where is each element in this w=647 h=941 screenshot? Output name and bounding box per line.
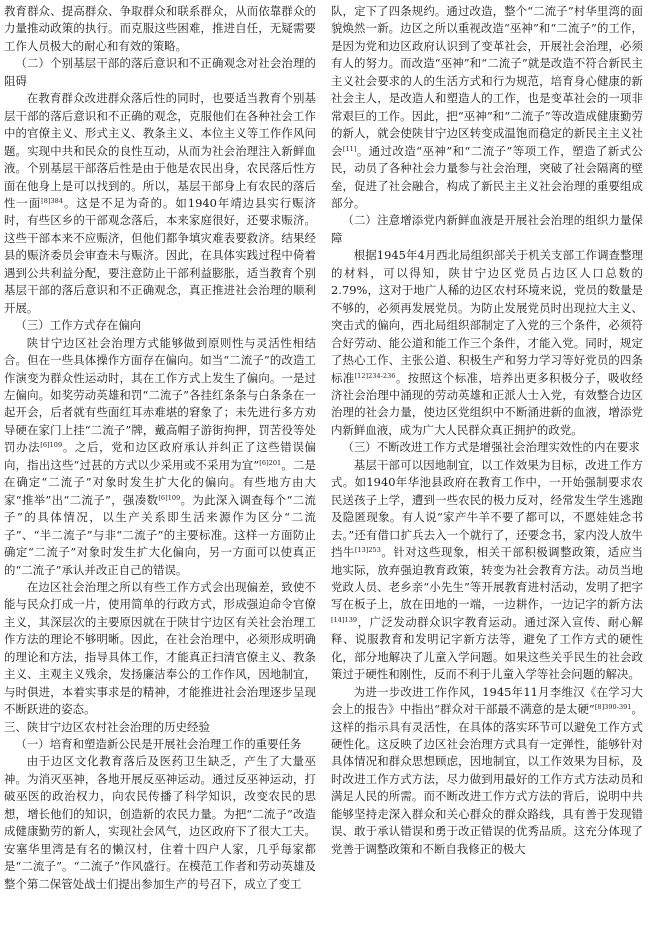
section-heading: 三、陕甘宁边区农村社会治理的历史经验 bbox=[4, 719, 210, 734]
citation: [8]384 bbox=[41, 196, 64, 205]
citation: [8]390-391 bbox=[594, 703, 632, 712]
paragraph: 队，定下了四条规约。通过改造，整个“二流子”村华里湾的面貌焕然一新。边区之所以重视改造“巫神”和“二流子”的工作，是因为党和边区政府认识到了变革社会，开展社会治理，必须有人的努力。而改造“巫神”和“二流子”就是改造不符合新民主主义社会要求的人的生活方式和行为规范，培育身心健康的新社会主人，是改造人和塑造人的工作，也是变革社会的一项非常艰巨的工作。因此，把“巫神”和“二流子”等改造成健康勤劳的新人，就会使陕甘宁边区转变成温饱而稳定的新民主主义社会[11]。通过改造“巫神”和“二流子”等项工作，塑造了新式公民，动员了各种社会力量参与社会治理，突破了社会隔离的壁垒，促进了社会融合，构成了新民主主义社会治理的重要组成部分。 bbox=[331, 4, 643, 210]
paragraph: 教育群众、提高群众、争取群众和联系群众，从而依靠群众的力量推动政策的执行。而克服这些困难，推进自任，无疑需要工作人员极大的耐心和有效的策略。 bbox=[4, 4, 316, 53]
paragraph: 根据1945年4月西北局组织部关于机关支部工作调查整理的材料，可以得知，陕甘宁边区党员占边区人口总数的2.79%，这对于地广人稀的边区农村环境来说，党员的数量是不够的，必须再发展党员。为防止发展党员时出现拉大主义、突击式的偏向，西北局组织部制定了入党的三个条件，必须符合好劳动、能公道和能工作三个条件，才能入党。同时，规定了热心工作、主张公道、积极生产和努力学习等好党员的四条标准$^{[12]234-236}$。按照这个标准，培养出更多积极分子，吸收经济社会治理中涌现的劳动英雄和正派人士入党，有效整合边区治理的社会力量，使边区党组织中不断涌进新的血液，增添党内新鲜血液，成为广大人民群众真正拥护的政党。 bbox=[331, 248, 643, 437]
citation: [14]139 bbox=[331, 615, 358, 624]
citation: [12]234-236 bbox=[354, 371, 396, 380]
paragraph: 为进一步改进工作作风，1945年11月李维汉《在学习大会上的报告》中指出“群众对干部最不满意的是太硬”$^{[8]390-391}$。这样的指示具有灵活性，在具体的落实环节可以避免工作方式硬性化。这反映了边区社会治理方式具有一定弹性，能够针对具体情况和群众思想顾虑，因地制宜，以工作效果为目标，及时改进工作方式方法，尽力做到用最好的工作方式方法动员和满足人民的所需。而不断改进工作方式方法的背后，说明中共能够坚持走深入群众和关心群众的群众路线，具有善于发现错误、敢于承认错误和勇于改正错误的优秀品质。这充分体现了党善于调整政策和不断自我修正的极大 bbox=[331, 684, 643, 856]
paragraph: 基层干部可以因地制宜，以工作效果为目标，改进工作方式。如1940年华池县政府在教育工作中，一开始强制要求农民送孩子上学，遭到一些农民的极力反对，经常发生学生逃跑及隐匿现象。有人说“家产牛羊不要了都可以，不愿娃娃念书去。”还有借口扩兵去入一个就行了，还要念书，家内没人放牛挡牛$^{[13]253}$。针对这些现象，相关干部积极调整政策，适应当地实际，放弃强迫教育政策，转变为社会教育方法。动员当地党政人员、老乡亲“小先生”等开展教育进村活动，发明了把字写在板子上，放在田地的一端，一边耕作，一边记字的新方法$^{[14]139}$，广泛发动群众识字教育运动。通过深入宣传、耐心解释、说服教育和发明记字新方法等，避免了工作方式的硬性化，部分地解决了儿童入学问题。如果这些关乎民生的社会政策过于硬性和刚性，反而不利于儿童入学等社会问题的解决。 bbox=[331, 457, 643, 682]
citation: [13]253 bbox=[354, 546, 381, 555]
section-heading: （二）个别基层干部的落后意识和不正确观念对社会治理的阻碍 bbox=[4, 56, 316, 88]
paragraph: 陕甘宁边区社会治理方式能够做到原则性与灵活性相结合。但在一些具体操作方面存在偏向。如当“二流子”的改造工作演变为群众性运动时，其在工作方式上发生了偏向。一是过左偏向。如奖劳动英雄和罚“二流子”各挂红条条与白条条在一起开会，后者就有些面红耳赤难堪的窘象了；未先进行多方劝导硬在家门上挂“二流子”牌，戴高帽子游街拘押，罚苦役等处罚办法$^{[6]109}$。之后，党和边区政府承认并纠正了这些错误偏向，指出这些“过甚的方式以少采用或不采用为宜”$^{[6]201}$。二是在确定“二流子”对象时发生扩大化的偏向。有些地方由大家“推举”出“二流子”，强凑数$^{[6]109}$。为此深入调查每个“二流子”的具体情况，以生产关系即生活来源作为区分“二流子”、“半二流子”与非“二流子”的主要标准。这样一方面防止确定“二流子”对象时发生扩大化偏向，另一方面可以使真正的“二流子”承认并改正自己的错误。 bbox=[4, 335, 316, 577]
paragraph: 在边区社会治理之所以有些工作方式会出现偏差，致使不能与民众打成一片，使用简单的行政方式，形成强迫命令官僚主义，其深层次的主要原因就在于陕甘宁边区有关社会治理工作方法的理论不够明晰。因此，在社会治理中，必须形成明确的理论和方法，指导具体工作，才能真正扫清官僚主义、教条主义、主观主义残余，发扬廉洁奉公的工作作风，因地制宜，与时俱进，本着实事求是的精神，才能推进社会治理逐步呈现不断跃进的姿态。 bbox=[4, 579, 316, 717]
citation: [6]201 bbox=[259, 458, 282, 467]
right-column bbox=[331, 3, 643, 941]
left-column bbox=[4, 3, 316, 941]
citation: [11] bbox=[342, 144, 357, 153]
citation: [6]109 bbox=[40, 441, 63, 450]
section-heading: （二）注意增添党内新鲜血液是开展社会治理的组织力量保障 bbox=[331, 213, 643, 245]
citation: [6]109 bbox=[158, 493, 181, 502]
section-heading: （三）不断改进工作方式是增强社会治理实效性的内在要求 bbox=[342, 440, 640, 455]
section-heading: （一）培育和塑造新公民是开展社会治理工作的重要任务 bbox=[15, 737, 302, 752]
section-heading: （三）工作方式存在偏向 bbox=[15, 318, 142, 333]
paragraph: 由于边区文化教育落后及医药卫生缺乏，产生了大量巫神。为消灭巫神，各地开展反巫神运动。通过反巫神运动，打破巫医的政治权力，向农民传播了科学知识，改变农民的思想，增长他们的知识，创造新的农民力量。为把“二流子”改造成健康勤劳的新人，实现社会风气，边区政府下了很大工夫。安塞华里湾是有名的懒汉村，住着十四户人家，几乎每家都是“二流子”。“二流子”作风盛行。在模范工作者和劳动英雄及整个第二保管处战士们提出参加生产的号召下，成立了变工 bbox=[4, 754, 316, 891]
paragraph: 在教育群众改进群众落后性的同时，也要适当教育个别基层干部的落后意识和不正确的观念，克服他们在各种社会工作中的官僚主义、形式主义、教条主义、本位主义等工作作风问题。实现中共和民众的良性互动，从而为社会治理注入新鲜血液。个别基层干部落后性是由于他是农民出身，农民落后性方面在他身上是可以找到的。所以，基层干部身上有农民的落后性一面$^{[8]384}$。这是不足为奇的。如1940年靖边县实行赈济时，有些区乡的干部观念落后，本来家庭很好，还要求赈济。这些干部本来不应赈济，但他们都争填灾难表要救济。结果经县的赈济委员会审查未与赈济。因此，在具体实践过程中倚着遇到公共利益分配，要注意防止干部利益膨胀，适当教育个别基层干部的落后意识和不正确观念，真正推进社会治理的顺利开展。 bbox=[4, 91, 316, 315]
